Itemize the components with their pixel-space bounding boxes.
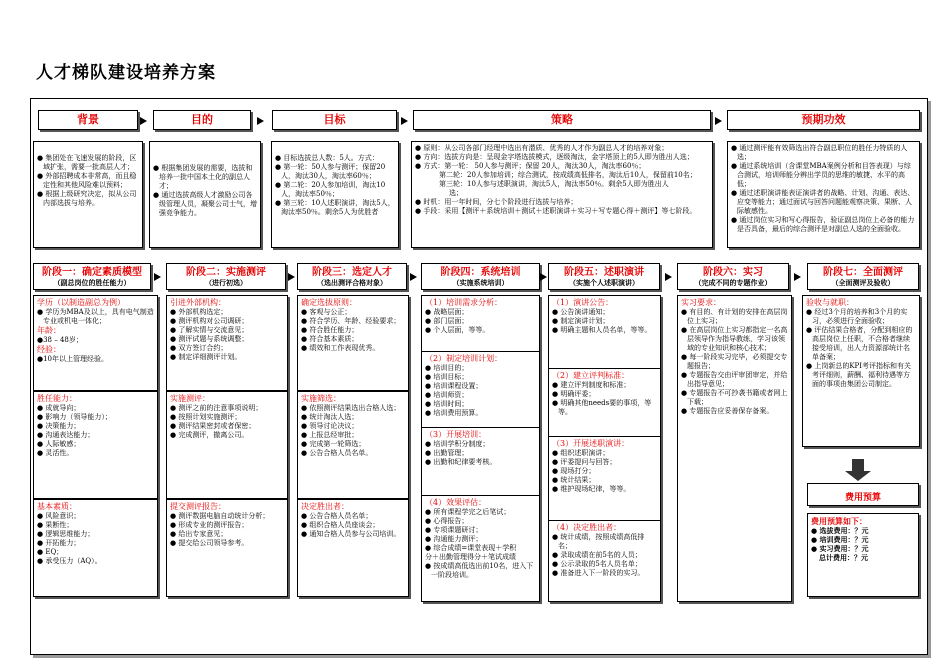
goal-item: ● 第三轮：10人述职演讲，淘汰5人，淘汰率50％。剩余5人为优胜者 bbox=[275, 199, 395, 216]
list-item: ● 培训学积分制度； bbox=[425, 440, 490, 448]
effect-item: ● 通过述职演讲能表证演讲者的战略、计划、沟通、表达、应变等能力；通过面试与回答问题能观察决策、果断、人际敏感性。 bbox=[731, 189, 915, 215]
list-item: ● 测评试题与系统调整； bbox=[170, 335, 249, 343]
col2-report bbox=[166, 499, 288, 597]
purpose-item: ● 通过选拔高级人才激励公司各级管理人员，凝聚公司士气，增强竞争能力。 bbox=[153, 191, 257, 217]
arrow-right-icon bbox=[288, 273, 295, 281]
background-item: ● 外部招聘成本非常高，而且稳定性和其他风险难以预料； bbox=[37, 172, 137, 189]
section-title: 实施测评： bbox=[170, 394, 210, 403]
list-item: ● 影响力（领导能力）； bbox=[37, 413, 112, 421]
list-item: ● 准备进入下一阶段的实习。 bbox=[552, 569, 645, 577]
list-item: ● 有目的、有计划的安排在高层岗位上实习； bbox=[681, 308, 788, 325]
strategy-item: 第二轮：20人参加培训；综合测试，按成绩高低排名，淘汰后10人，保留前10名； bbox=[439, 171, 697, 179]
stage-5 bbox=[548, 263, 660, 290]
arrow-right-icon bbox=[410, 273, 417, 281]
list-item: ● 测评之前的注意事项说明； bbox=[170, 404, 263, 412]
list-item: ● 测评数据电脑自动统计分析； bbox=[170, 512, 270, 520]
section-title: 实习要求： bbox=[681, 298, 721, 307]
list-item: ● 经过3个月的培养和3个月的实习，必须进行全面验收； bbox=[806, 308, 908, 325]
list-item: ● 成就导向； bbox=[37, 404, 81, 412]
budget-title: 费用预算如下： bbox=[811, 516, 867, 526]
list-item: ● 灵活性。 bbox=[37, 449, 74, 457]
header-effect: 预期功效 bbox=[727, 110, 920, 130]
goal-item: ● 第二轮：20人参加培训，淘汰10人，淘汰率50％； bbox=[275, 181, 386, 198]
col4-training bbox=[421, 295, 540, 602]
strategy-item: ● 方式：第一轮： 50人参与测评；保留 20人，淘汰30人，淘汰率60％； bbox=[415, 162, 646, 170]
col2-conduct-assessment bbox=[166, 391, 288, 499]
list-item: ● 明确其他needs要的事项，等等。 bbox=[552, 399, 652, 416]
strategy-item: ● 原则：从公司各部门经理中选出有潜质、优秀的人才作为副总人才的培养对象； bbox=[415, 144, 669, 152]
list-item: ● 培训时间； bbox=[425, 400, 469, 408]
arrow-right-icon bbox=[154, 273, 161, 281]
col5-speech bbox=[548, 295, 661, 602]
list-item: ● 维护现场纪律，等等。 bbox=[552, 485, 631, 493]
stage-name: 阶段五：述职演讲 bbox=[564, 267, 644, 278]
goal-box bbox=[271, 141, 399, 248]
stage-name: 阶段三：选定人才 bbox=[312, 267, 392, 278]
section-title: （2）制定培训计划： bbox=[425, 354, 503, 363]
effect-item: ● 通过岗位实习和写心得报告，验证副总岗位上必备的能力是否具备，最后的综合测评是对副总人选的全面验收。 bbox=[731, 216, 915, 233]
arrow-down-shaft bbox=[852, 459, 864, 471]
budget-header-label: 费用预算 bbox=[844, 493, 881, 503]
col7-acceptance bbox=[802, 295, 920, 447]
list-item: ● 逻辑思维能力； bbox=[37, 530, 95, 538]
col3-winners bbox=[297, 499, 409, 597]
list-item: ● 战略层面； bbox=[425, 308, 469, 316]
col1-requirements bbox=[33, 295, 158, 391]
budget-item: ● 实习费用：？元 bbox=[811, 544, 869, 553]
background-item: ● 集团处在飞速发展的阶段，区域扩张，需要一批高层人才； bbox=[37, 154, 137, 171]
list-item: ● 心得报告； bbox=[425, 517, 469, 525]
list-item: ● 上报总经审批； bbox=[301, 431, 359, 439]
list-item: ● 按照计划实施测评； bbox=[170, 413, 242, 421]
list-item: ● 决策能力； bbox=[37, 422, 81, 430]
list-item: ● 所有课程学完之后笔试； bbox=[425, 508, 511, 516]
list-item: ● 培训费用预算。 bbox=[425, 409, 483, 417]
arrow-right-icon bbox=[401, 117, 408, 125]
list-item: ● 组织合格人员座谈会； bbox=[301, 521, 380, 529]
section-title: （4）效果评估： bbox=[425, 498, 487, 507]
arrow-right-icon bbox=[140, 117, 147, 125]
section-title: 确定选拔原则： bbox=[301, 298, 357, 307]
purpose-item: ● 根据集团发展的需要，选拔和培养一批中国本土化的副总人才； bbox=[153, 164, 253, 190]
list-item: ● 客观与公正； bbox=[301, 308, 352, 316]
arrow-right-icon bbox=[794, 273, 801, 281]
list-item: 分＋出勤管理得分＋笔试成绩 bbox=[425, 553, 516, 561]
stage-2 bbox=[166, 263, 286, 290]
stage-sub: （进行初选） bbox=[205, 279, 247, 287]
arrow-down-icon bbox=[845, 471, 871, 481]
stage-sub: （实施个人述职演讲） bbox=[569, 279, 639, 287]
section-title: 经验： bbox=[37, 345, 61, 354]
list-item: ● 沟通能力测评； bbox=[425, 535, 483, 543]
background-item: ● 根据上级研究决定，拟从公司内部选拔与培养。 bbox=[37, 190, 137, 207]
stage-name: 阶段六：实习 bbox=[703, 267, 763, 278]
list-item: ● 专项课题研讨； bbox=[425, 526, 483, 534]
stage-6 bbox=[677, 263, 789, 290]
list-item: ● 人际敏感； bbox=[37, 440, 81, 448]
list-item: ● 现场打分； bbox=[552, 467, 596, 475]
effect-item: ● 通过测评能有效筛选出符合副总职位的胜任力特质的人选； bbox=[731, 144, 908, 161]
col1-ability bbox=[33, 391, 158, 499]
list-item: ● 专题报告交由评审团审定，并给出指导意见； bbox=[681, 371, 788, 388]
list-item: ● 符合基本素质； bbox=[301, 335, 359, 343]
stage-sub: （副总岗位的胜任能力） bbox=[53, 279, 131, 287]
section-title: 验收与就职： bbox=[806, 298, 854, 307]
budget-item: 总计费用：？元 bbox=[819, 553, 868, 562]
list-item: ● 专题报告不可抄袭书籍或者网上下载； bbox=[681, 389, 788, 406]
list-item: ● 绩效和工作表现优秀。 bbox=[301, 344, 380, 352]
section-title: 胜任能力： bbox=[37, 394, 77, 403]
list-item: ● 出勤和纪律要考核。 bbox=[425, 458, 497, 466]
list-item: ● 公告合格人员名单。 bbox=[301, 449, 373, 457]
list-item: ● 给出专家意见； bbox=[170, 530, 228, 538]
stage-sub: （完成不同的专题作业） bbox=[694, 279, 772, 287]
list-item: ● 出勤管理； bbox=[425, 449, 469, 457]
header-strategy: 策略 bbox=[413, 110, 711, 130]
header-background: 背景 bbox=[38, 110, 138, 130]
section-title: （1）培训需求分析： bbox=[425, 298, 503, 307]
section-title: 学历（以制造副总为例） bbox=[37, 298, 125, 307]
list-item: ● 按成绩高低选出前10名，进入下一阶段培训。 bbox=[425, 562, 534, 579]
list-item: ● 学历为MBA及以上，具有电气制造专业或机电一体化； bbox=[37, 308, 154, 325]
list-item: ● 完成第一轮筛选； bbox=[301, 440, 366, 448]
list-item: ● 公告演讲通知； bbox=[552, 308, 610, 316]
goal-item: ● 第一轮：50人参与测评；保留20人，淘汰30人，淘汰率60％； bbox=[275, 163, 386, 180]
list-item: ● 双方签订合约； bbox=[170, 344, 228, 352]
stage-name: 阶段二：实施测评 bbox=[186, 267, 266, 278]
stage-name: 阶段七：全面测评 bbox=[823, 267, 903, 278]
list-item: ●38 – 48岁； bbox=[37, 336, 83, 344]
header-goal: 目标 bbox=[272, 110, 397, 130]
section-title: 引进外部机构： bbox=[170, 298, 226, 307]
purpose-box bbox=[149, 141, 261, 248]
section-title: （3）开展述职演讲： bbox=[552, 439, 630, 448]
stage-sub: （选出测评合格对象） bbox=[317, 279, 387, 287]
list-item: ● 统计结果； bbox=[552, 476, 596, 484]
stage-sub: （全面测评及验收） bbox=[831, 279, 895, 287]
strategy-item: 第三轮：10人参与述职演讲，淘汰5人，淘汰率50％。剩余5人即为胜出人 bbox=[439, 180, 669, 188]
list-item: ● 制定详细测评计划。 bbox=[170, 353, 242, 361]
budget-item: ● 培训费用：？元 bbox=[811, 535, 869, 544]
budget-header bbox=[807, 483, 919, 506]
stage-7 bbox=[807, 263, 919, 290]
list-item: ● 制定演讲计划； bbox=[552, 317, 610, 325]
list-item: ● 外部机构选定； bbox=[170, 308, 228, 316]
list-item: ● 依照测评结果选出合格人选； bbox=[301, 404, 401, 412]
strategy-item: 选； bbox=[449, 189, 463, 197]
budget-item: ● 选拔费用：？元 bbox=[811, 526, 869, 535]
list-item: ● 公示录取的5名人员名单； bbox=[552, 560, 642, 568]
effect-item: ● 通过系统培训（含课堂MBA案例分析和目答表现）与综合测试，培训师能分辨出学员的思维的敏捷、水平的高低； bbox=[731, 162, 911, 188]
stage-sub: （实施系统培训） bbox=[452, 279, 509, 287]
list-item: ● EQ； bbox=[37, 548, 64, 556]
section-title: （3）开展培训： bbox=[425, 430, 487, 439]
list-item: ● 录取成绩在前5名的人员； bbox=[552, 551, 642, 559]
list-item: ●10年以上管理经验。 bbox=[37, 355, 109, 363]
background-box bbox=[33, 141, 143, 248]
list-item: ● 提交给公司领导参考。 bbox=[170, 539, 249, 547]
arrow-right-icon bbox=[540, 273, 547, 281]
list-item: ● 部门层面； bbox=[425, 317, 469, 325]
list-item: ● 符合胜任能力； bbox=[301, 326, 359, 334]
list-item: ● 完成测评，撤离公司。 bbox=[170, 431, 249, 439]
list-item: ● 明确主题和人员名单，等等。 bbox=[552, 326, 652, 334]
section-title: （4）决定胜出者： bbox=[552, 523, 622, 532]
section-title: 实施筛选： bbox=[301, 394, 341, 403]
effect-box bbox=[727, 141, 920, 248]
section-title: 基本素质： bbox=[37, 502, 77, 511]
strategy-box bbox=[411, 141, 713, 248]
list-item: ● 果断性； bbox=[37, 521, 74, 529]
col1-quality bbox=[33, 499, 158, 597]
stage-4 bbox=[421, 263, 540, 290]
list-item: ● 符合学历、年龄、经验要求； bbox=[301, 317, 401, 325]
list-item: ● 公告合格人员名单； bbox=[301, 512, 373, 520]
list-item: ● 通知合格人员参与公司培训。 bbox=[301, 530, 401, 538]
col3-screening bbox=[297, 391, 409, 499]
list-item: ● 统计成绩，按照成绩高低排名； bbox=[552, 533, 645, 550]
list-item: ● 评委提问与回答； bbox=[552, 458, 617, 466]
list-item: ● 领导讨论决议； bbox=[301, 422, 359, 430]
section-title: 决定胜出者： bbox=[301, 502, 349, 511]
list-item: ● 综合成绩=课堂表现＋学积 bbox=[425, 544, 517, 552]
arrow-right-icon bbox=[665, 273, 672, 281]
list-item: ● 培训目标； bbox=[425, 373, 469, 381]
list-item: ● 了解实情与交流意见； bbox=[170, 326, 249, 334]
list-item: ● 风险意识； bbox=[37, 512, 81, 520]
section-title: 年龄： bbox=[37, 326, 61, 335]
col6-internship bbox=[677, 295, 792, 602]
goal-item: ● 目标选拔总人数：5人。方式： bbox=[275, 154, 379, 162]
list-item: ● 组织述职演讲； bbox=[552, 449, 610, 457]
section-title: （1）演讲公告： bbox=[552, 298, 614, 307]
arrow-right-icon bbox=[257, 117, 264, 125]
section-title: （2）建立评判标准： bbox=[552, 371, 630, 380]
list-item: ● 统计淘汰人选； bbox=[301, 413, 359, 421]
arrow-right-icon bbox=[715, 117, 722, 125]
budget-box bbox=[807, 513, 919, 597]
list-item: ● 个人层面，等等。 bbox=[425, 326, 490, 334]
section-title: 提交测评报告： bbox=[170, 502, 226, 511]
list-item: ● 培训课程设置； bbox=[425, 382, 483, 390]
col3-principles bbox=[297, 295, 409, 391]
strategy-item: ● 手段：采用【测评＋系统培训＋测试＋述职演讲＋实习＋写专题心得＋测评】等七阶段。 bbox=[415, 207, 697, 215]
stage-name: 阶段四：系统培训 bbox=[440, 267, 521, 278]
header-purpose: 目的 bbox=[153, 110, 251, 130]
stage-name: 阶段一：确定素质模型 bbox=[42, 267, 142, 278]
stage-3 bbox=[297, 263, 407, 290]
list-item: ● 在高层岗位上实习都指定一名高层领导作为指导教练，学习该领域的专业知识和核心技术； bbox=[681, 326, 788, 352]
list-item: ● 培训师资； bbox=[425, 391, 469, 399]
list-item: ● 沟通表达能力； bbox=[37, 431, 95, 439]
list-item: ● 每一阶段实习完毕，必须提交专题报告； bbox=[681, 353, 788, 370]
list-item: ● 承受压力（AQ）。 bbox=[37, 557, 102, 565]
strategy-item: ● 时机：用一年时间，分七个阶段进行选拔与培养； bbox=[415, 198, 578, 206]
list-item: ● 测评结果密封或者保密； bbox=[170, 422, 256, 430]
col2-external-agency bbox=[166, 295, 288, 391]
list-item: ● 形成专业的测评报告； bbox=[170, 521, 249, 529]
list-item: ● 测评机构对公司调研； bbox=[170, 317, 249, 325]
list-item: ● 上岗新总的KPI考评指标和有关考评细则，薪酬、福利待遇等方面的事项由集团公司制定。 bbox=[806, 362, 912, 388]
list-item: ● 开拓能力； bbox=[37, 539, 81, 547]
page-title: 人才梯队建设培养方案 bbox=[36, 63, 216, 83]
list-item: ● 明确评委； bbox=[552, 390, 596, 398]
list-item: ● 评估结果合格者，分配到相应的高层岗位上任职，不合格者继续接受培训，出人力资源部统计名单备案； bbox=[806, 326, 913, 361]
list-item: ● 建立评判制度和标准； bbox=[552, 381, 631, 389]
stage-1 bbox=[33, 263, 151, 290]
list-item: ● 培训目的； bbox=[425, 364, 469, 372]
strategy-item: ● 方向：选拔方向是：呈现金字塔选拔模式，逐级淘汰，金字塔顶上的5人即为胜出人选； bbox=[415, 153, 694, 161]
list-item: ● 专题报告应妥善保存备案。 bbox=[681, 407, 774, 415]
